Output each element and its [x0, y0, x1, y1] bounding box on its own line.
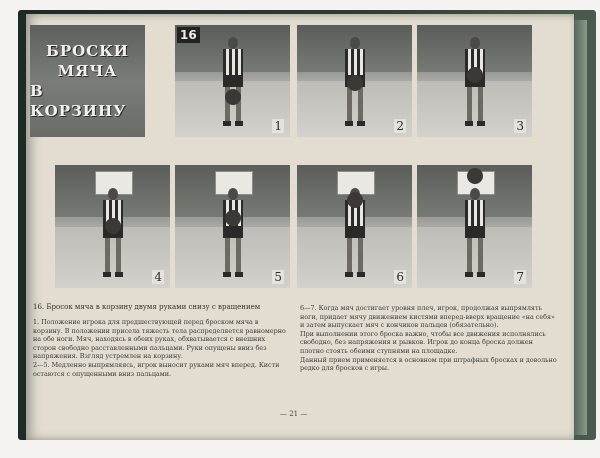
page-number: — 21 — — [280, 410, 308, 418]
ball-icon — [347, 192, 363, 208]
player-figure — [335, 188, 375, 278]
ball-icon — [225, 210, 241, 226]
photo-number: 5 — [274, 270, 282, 284]
left-text-column — [33, 318, 288, 378]
player-figure — [93, 188, 133, 278]
photo-1 — [175, 25, 290, 137]
paragraph: 2—5. Медленно выпрямляясь, игрок выносит руками мяч вперед. Кисти остаются с опущенными вниз пальцами. — [33, 360, 280, 378]
ball-icon — [347, 75, 363, 91]
figure-number-badge: 16 — [177, 27, 200, 43]
photo-number: 2 — [396, 119, 404, 133]
photo-number: 6 — [396, 270, 404, 284]
paragraph: 1. Положение игрока для предшествующей перед броском мяча в корзину. В положении присела тяжесть тела распределяется равномерно на обе ноги. Мяч, находясь в обеих руках, обхватывается с внешних сторон свободно расставленными пальцами. Руки опущены вниз без напряжения. Взгляд устремлен на корзину. — [33, 318, 286, 361]
paragraph: При выполнении этого броска важно, чтобы все движения исполнялись свободно, без напряжения и рывков. Игрок до конца броска должен плотно стоять обеими ступнями на площадке. — [300, 329, 546, 355]
ball-icon — [225, 89, 241, 105]
ball-icon — [105, 218, 121, 234]
player-figure — [455, 37, 495, 127]
photo-5 — [175, 165, 290, 288]
player-figure — [213, 37, 253, 127]
figure-caption: 16. Бросок мяча в корзину двумя руками снизу с вращением — [33, 303, 261, 311]
title-line-3: В КОРЗИНУ — [30, 82, 127, 120]
photo-number: 1 — [274, 119, 282, 133]
title-line-2: МЯЧА — [57, 62, 118, 80]
player-figure — [455, 188, 495, 278]
ball-icon — [467, 168, 483, 184]
right-text-column — [300, 304, 558, 373]
photo-6 — [297, 165, 412, 288]
photo-number: 4 — [154, 270, 162, 284]
paragraph: Данный прием применяется в основном при штрафных бросках и довольно редко для бросков с игры. — [300, 355, 557, 373]
player-figure — [335, 37, 375, 127]
title-panel — [30, 25, 145, 137]
photo-4 — [55, 165, 170, 288]
photo-3 — [417, 25, 532, 137]
photo-2 — [297, 25, 412, 137]
photo-number: 7 — [516, 270, 524, 284]
ball-icon — [467, 67, 483, 83]
photo-7 — [417, 165, 532, 288]
paragraph: 6—7. Когда мяч достигает уровня плеч, игрок, продолжая выпрямлять ноги, придает мячу движением кистями вперед-вверх вращение «на себя» и затем выпускает мяч с кончиков пальцев (обязательно). — [300, 304, 555, 330]
title-line-1: БРОСКИ — [46, 42, 129, 60]
player-figure — [213, 188, 253, 278]
photo-number: 3 — [516, 119, 524, 133]
